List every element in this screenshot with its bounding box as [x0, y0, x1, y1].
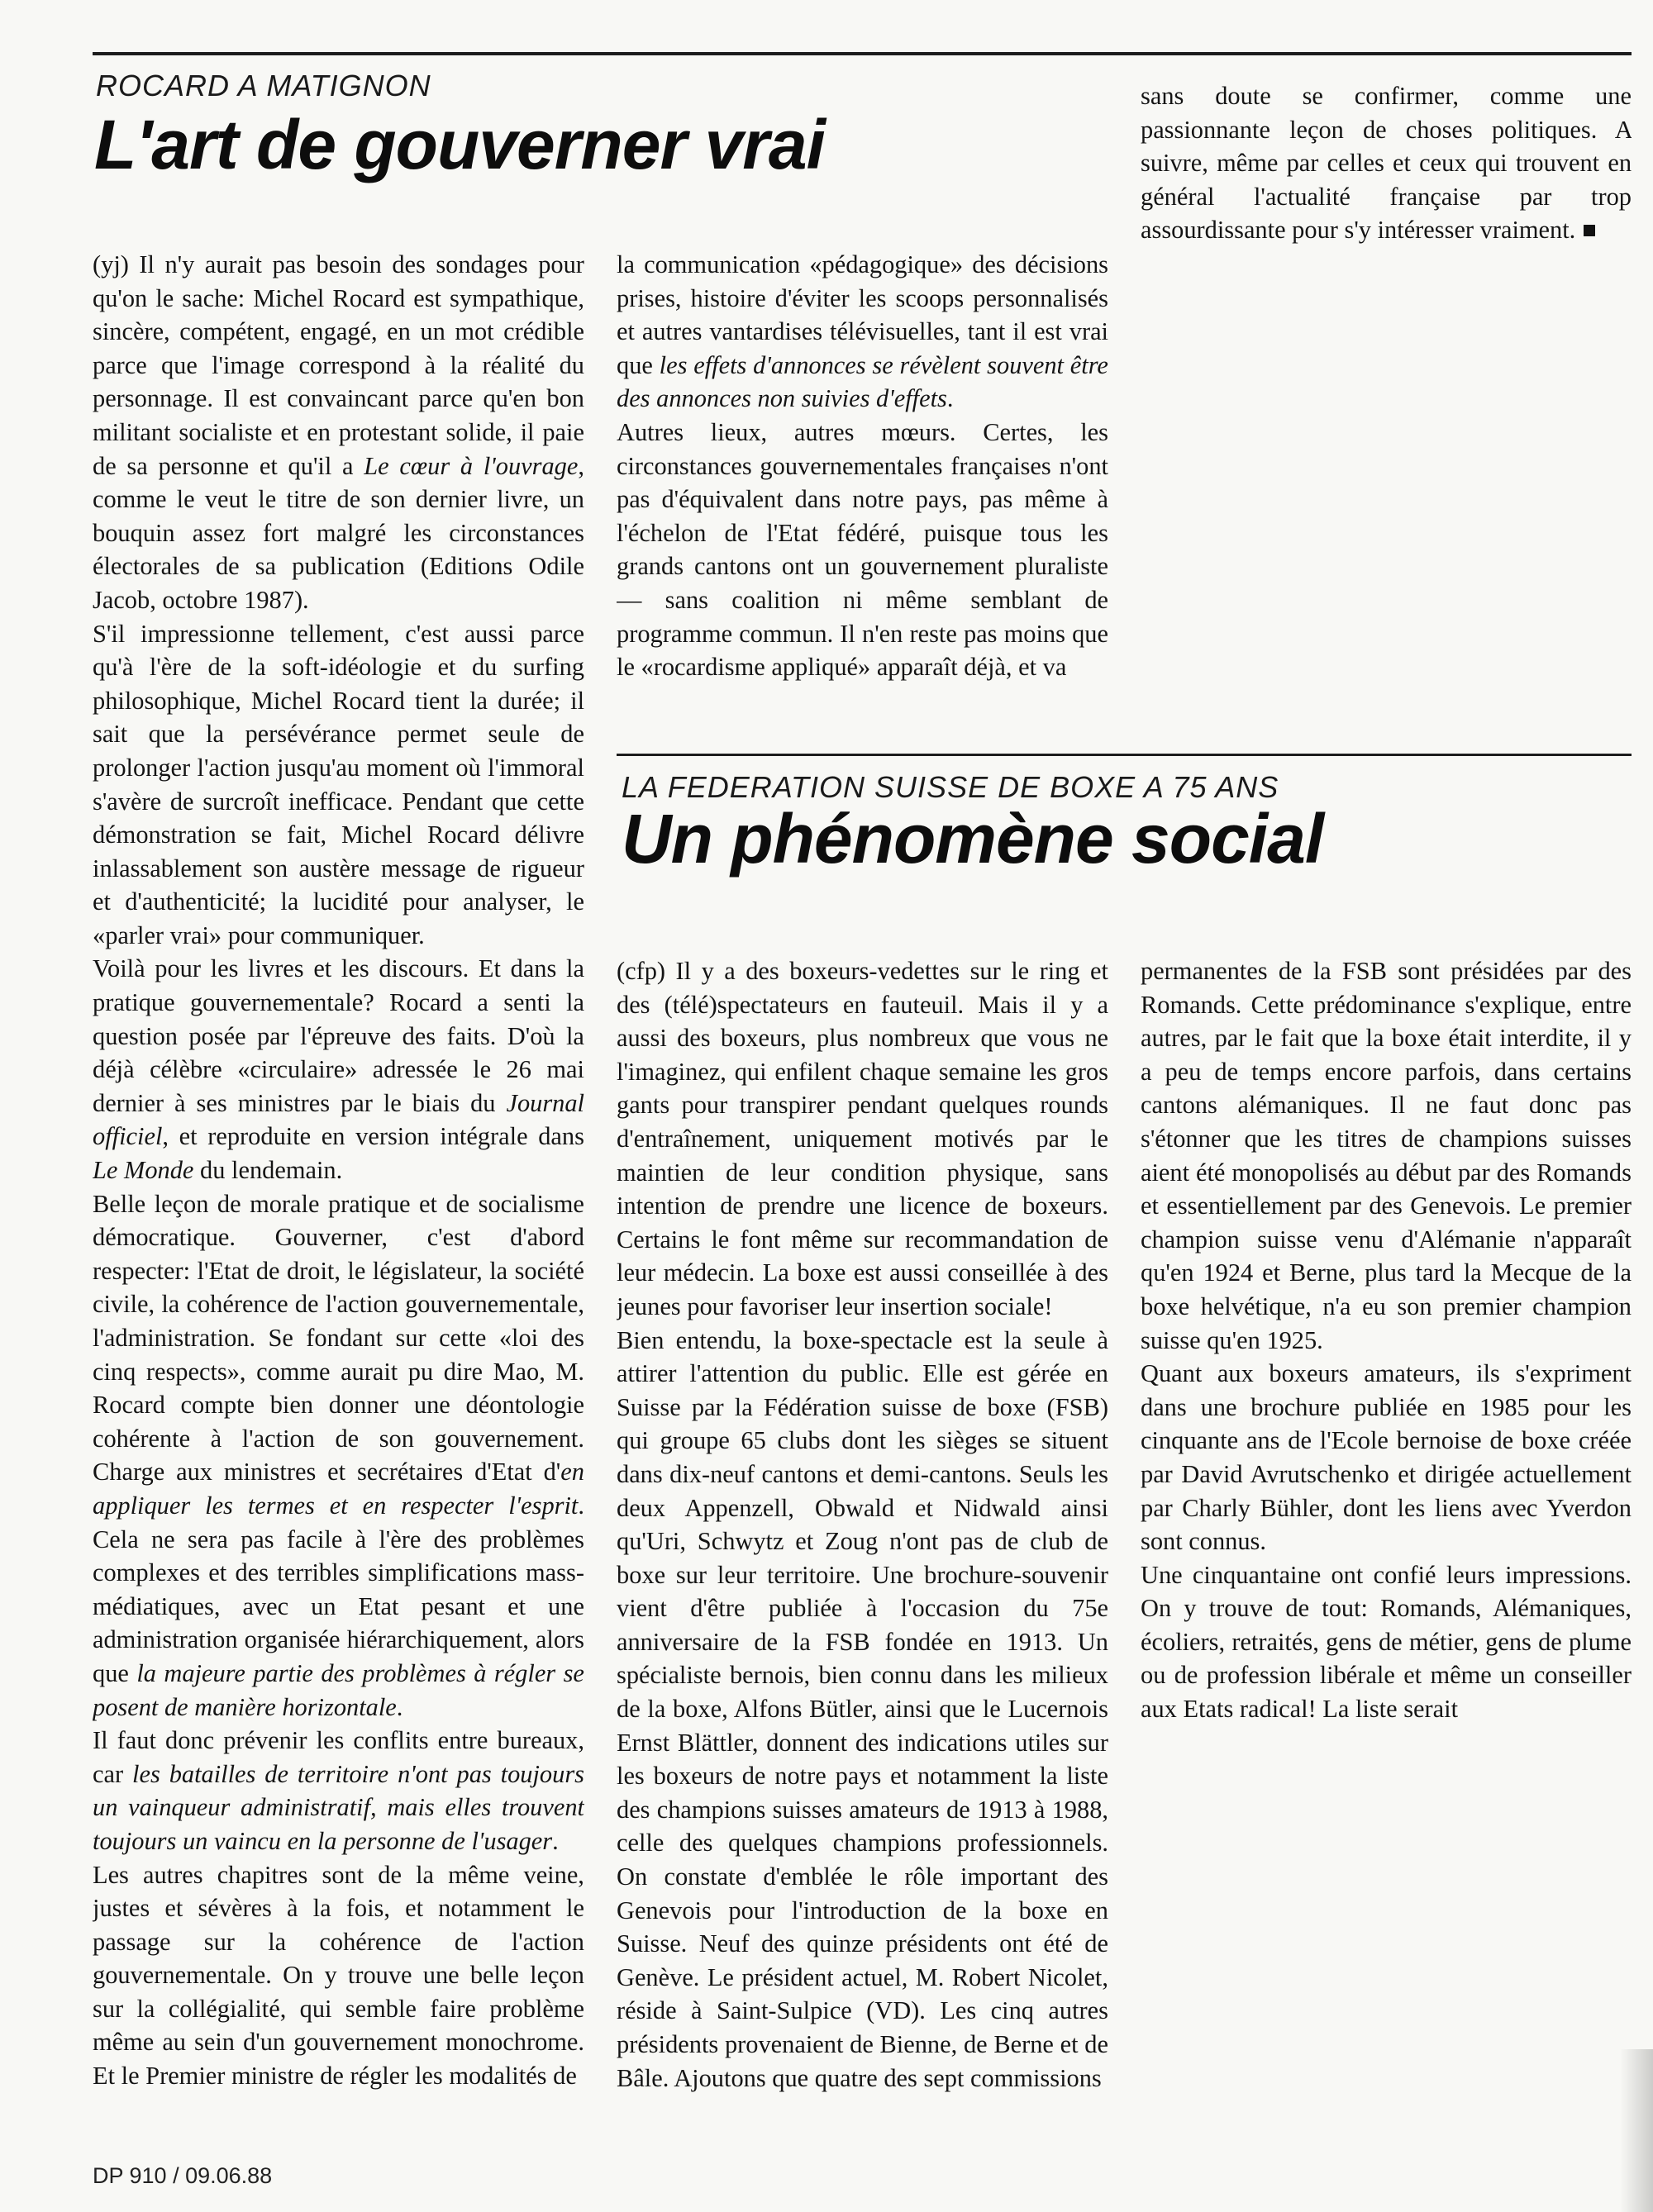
paragraph: sans doute se confirmer, comme une passionnante leçon de choses politiques. A suivre, même par celles et ceux qui trouvent en général l'actualité française par trop assourdissante pour s'y intéresser vraiment. — [1141, 82, 1632, 245]
article1-column-3 — [1141, 79, 1632, 709]
section-rule — [617, 754, 1632, 756]
article2-headline: Un phénomène social — [622, 800, 1324, 878]
paragraph: la communication «pédagogique» des décisions prises, histoire d'éviter les scoops personnalisés et autres vantardises télévisuelles, tant il est vrai que les effets d'annonces se révèlent souvent être des annonces non suivies d'effets. — [617, 250, 1108, 413]
article2-kicker: LA FEDERATION SUISSE DE BOXE A 75 ANS — [622, 770, 1279, 804]
top-rule — [93, 52, 1632, 55]
end-of-article-mark — [1584, 225, 1595, 236]
article2-column-1 — [617, 954, 1108, 2103]
paragraph: Voilà pour les livres et les discours. Et dans la pratique gouvernementale? Rocard a senti la question posée par l'épreuve des faits. D'où la déjà célèbre «circulaire» adressée le 26 mai dernier à ses ministres par le biais du Journal officiel, et reproduite en version intégrale dans Le Monde du lendemain. — [93, 954, 584, 1185]
paragraph: Une cinquantaine ont confié leurs impressions. On y trouve de tout: Romands, Alémaniques, écoliers, retraités, gens de métier, gens de plume ou de profession libérale et même un conseiller aux Etats radical! La liste serait — [1141, 1560, 1632, 1724]
paragraph: Autres lieux, autres mœurs. Certes, les circonstances gouvernementales françaises n'ont pas d'équivalent dans notre pays, pas même à l'échelon de l'Etat fédéré, puisque tous les grands cantons ont un gouvernement pluraliste — sans coalition ni même semblant de programme commun. Il n'en reste pas moins que le «rocardisme appliqué» apparaît déjà, et va — [617, 417, 1108, 682]
paragraph: Quant aux boxeurs amateurs, ils s'expriment dans une brochure publiée en 1985 pour les cinquante ans de l'Ecole bernoise de boxe créée par David Avrutschenko et dirigée actuellement par Charly Bühler, dont les liens avec Yverdon sont connus. — [1141, 1359, 1632, 1556]
paragraph: S'il impressionne tellement, c'est aussi parce qu'à l'ère de la soft-idéologie et du surfing philosophique, Michel Rocard tient la durée; il sait que la persévérance permet seule de prolonger l'action jusqu'au moment où l'immoral s'avère de surcroît inefficace. Pendant que cette démonstration se fait, Michel Rocard délivre inlassablement son austère message de rigueur et d'authenticité; la lucidité pour analyser, le «parler vrai» pour communiquer. — [93, 619, 584, 949]
paragraph: (yj) Il n'y aurait pas besoin des sondages pour qu'on le sache: Michel Rocard est sympathique, sincère, compétent, engagé, en un mot crédible parce que l'image correspond à la réalité du personnage. Il est convaincant parce qu'en bon militant socialiste et en protestant solide, il paie de sa personne et qu'il a Le cœur à l'ouvrage, comme le veut le titre de son dernier livre, un bouquin assez fort malgré les circonstances électorales de sa publication (Editions Odile Jacob, octobre 1987). — [93, 250, 584, 614]
paragraph: Il faut donc prévenir les conflits entre bureaux, car les batailles de territoire n'ont pas toujours un vainqueur administratif, mais elles trouvent toujours un vaincu en la personne de l'usager. — [93, 1726, 584, 1855]
page-fold-shadow — [1620, 2049, 1653, 2212]
paragraph: (cfp) Il y a des boxeurs-vedettes sur le ring et des (télé)spectateurs en fauteuil. Mais il y a aussi des boxeurs, plus nombreux que vous ne l'imaginez, qui enfilent chaque semaine les gros gants pour transpirer pendant quelques rounds d'entraînement, uniquement motivés par le maintien de leur condition physique, sans intention de prendre une licence de boxeurs. Certains le font même sur recommandation de leur médecin. La boxe est aussi conseillée à des jeunes pour favoriser leur insertion sociale! — [617, 957, 1108, 1320]
paragraph: permanentes de la FSB sont présidées par des Romands. Cette prédominance s'explique, entre autres, par le fait que la boxe était interdite, il y a peu de temps encore parfois, dans certains cantons alémaniques. Il ne faut donc pas s'étonner que les titres de champions suisses aient été monopolisés au début par des Romands et essentiellement par des Genevois. Le premier champion suisse venu d'Alémanie n'apparaît qu'en 1924 et Berne, plus tard la Mecque de la boxe helvétique, n'a eu son premier champion suisse qu'en 1925. — [1141, 957, 1632, 1354]
article1-column-1 — [93, 248, 584, 2103]
paragraph: Les autres chapitres sont de la même veine, justes et sévères à la fois, et notamment le passage sur la cohérence de l'action gouvernementale. On y trouve une belle leçon sur la collégialité, qui semble faire problème même au sein d'un gouvernement monochrome. Et le Premier ministre de régler les modalités de — [93, 1860, 584, 2091]
article1-kicker: ROCARD A MATIGNON — [96, 69, 431, 102]
article2-column-2 — [1141, 954, 1632, 2103]
article1-headline: L'art de gouverner vrai — [94, 106, 825, 183]
paragraph: Bien entendu, la boxe-spectacle est la seule à attirer l'attention du public. Elle est gérée en Suisse par la Fédération suisse de boxe (FSB) qui groupe 65 clubs dont les sièges se situent dans dix-neuf cantons et demi-cantons. Seuls les deux Appenzell, Obwald et Nidwald ainsi qu'Uri, Schwytz et Zoug n'ont pas de club de boxe sur leur territoire. Une brochure-souvenir vient d'être publiée à l'occasion du 75e anniversaire de la FSB fondée en 1913. Un spécialiste bernois, bien connu dans les milieux de la boxe, Alfons Bütler, ainsi que le Lucernois Ernst Blättler, donnent des indications utiles sur les boxeurs de notre pays et notamment la liste des champions suisses amateurs de 1913 à 1988, celle des quelques champions professionnels. On constate d'emblée le rôle important des Genevois pour l'introduction de la boxe en Suisse. Neuf des quinze présidents ont été de Genève. Le président actuel, M. Robert Nicolet, réside à Saint-Sulpice (VD). Les cinq autres présidents provenaient de Bienne, de Berne et de Bâle. Ajoutons que quatre des sept commissions — [617, 1325, 1108, 2092]
issue-footer: DP 910 / 09.06.88 — [93, 2163, 273, 2188]
paragraph: Belle leçon de morale pratique et de socialisme démocratique. Gouverner, c'est d'abord respecter: l'Etat de droit, le législateur, la société civile, la cohérence de l'action gouvernementale, l'administration. Se fondant sur cette «loi des cinq respects», comme aurait pu dire Mao, M. Rocard compte bien donner une déontologie cohérente à l'action de son gouvernement. Charge aux ministres et secrétaires d'Etat d'en appliquer les termes et en respecter l'esprit. Cela ne sera pas facile à l'ère des problèmes complexes et des terribles simplifications mass-médiatiques, avec un Etat pesant et une administration organisée hiérarchiquement, alors que la majeure partie des problèmes à régler se posent de manière horizontale. — [93, 1189, 584, 1721]
article1-column-2 — [617, 248, 1108, 709]
